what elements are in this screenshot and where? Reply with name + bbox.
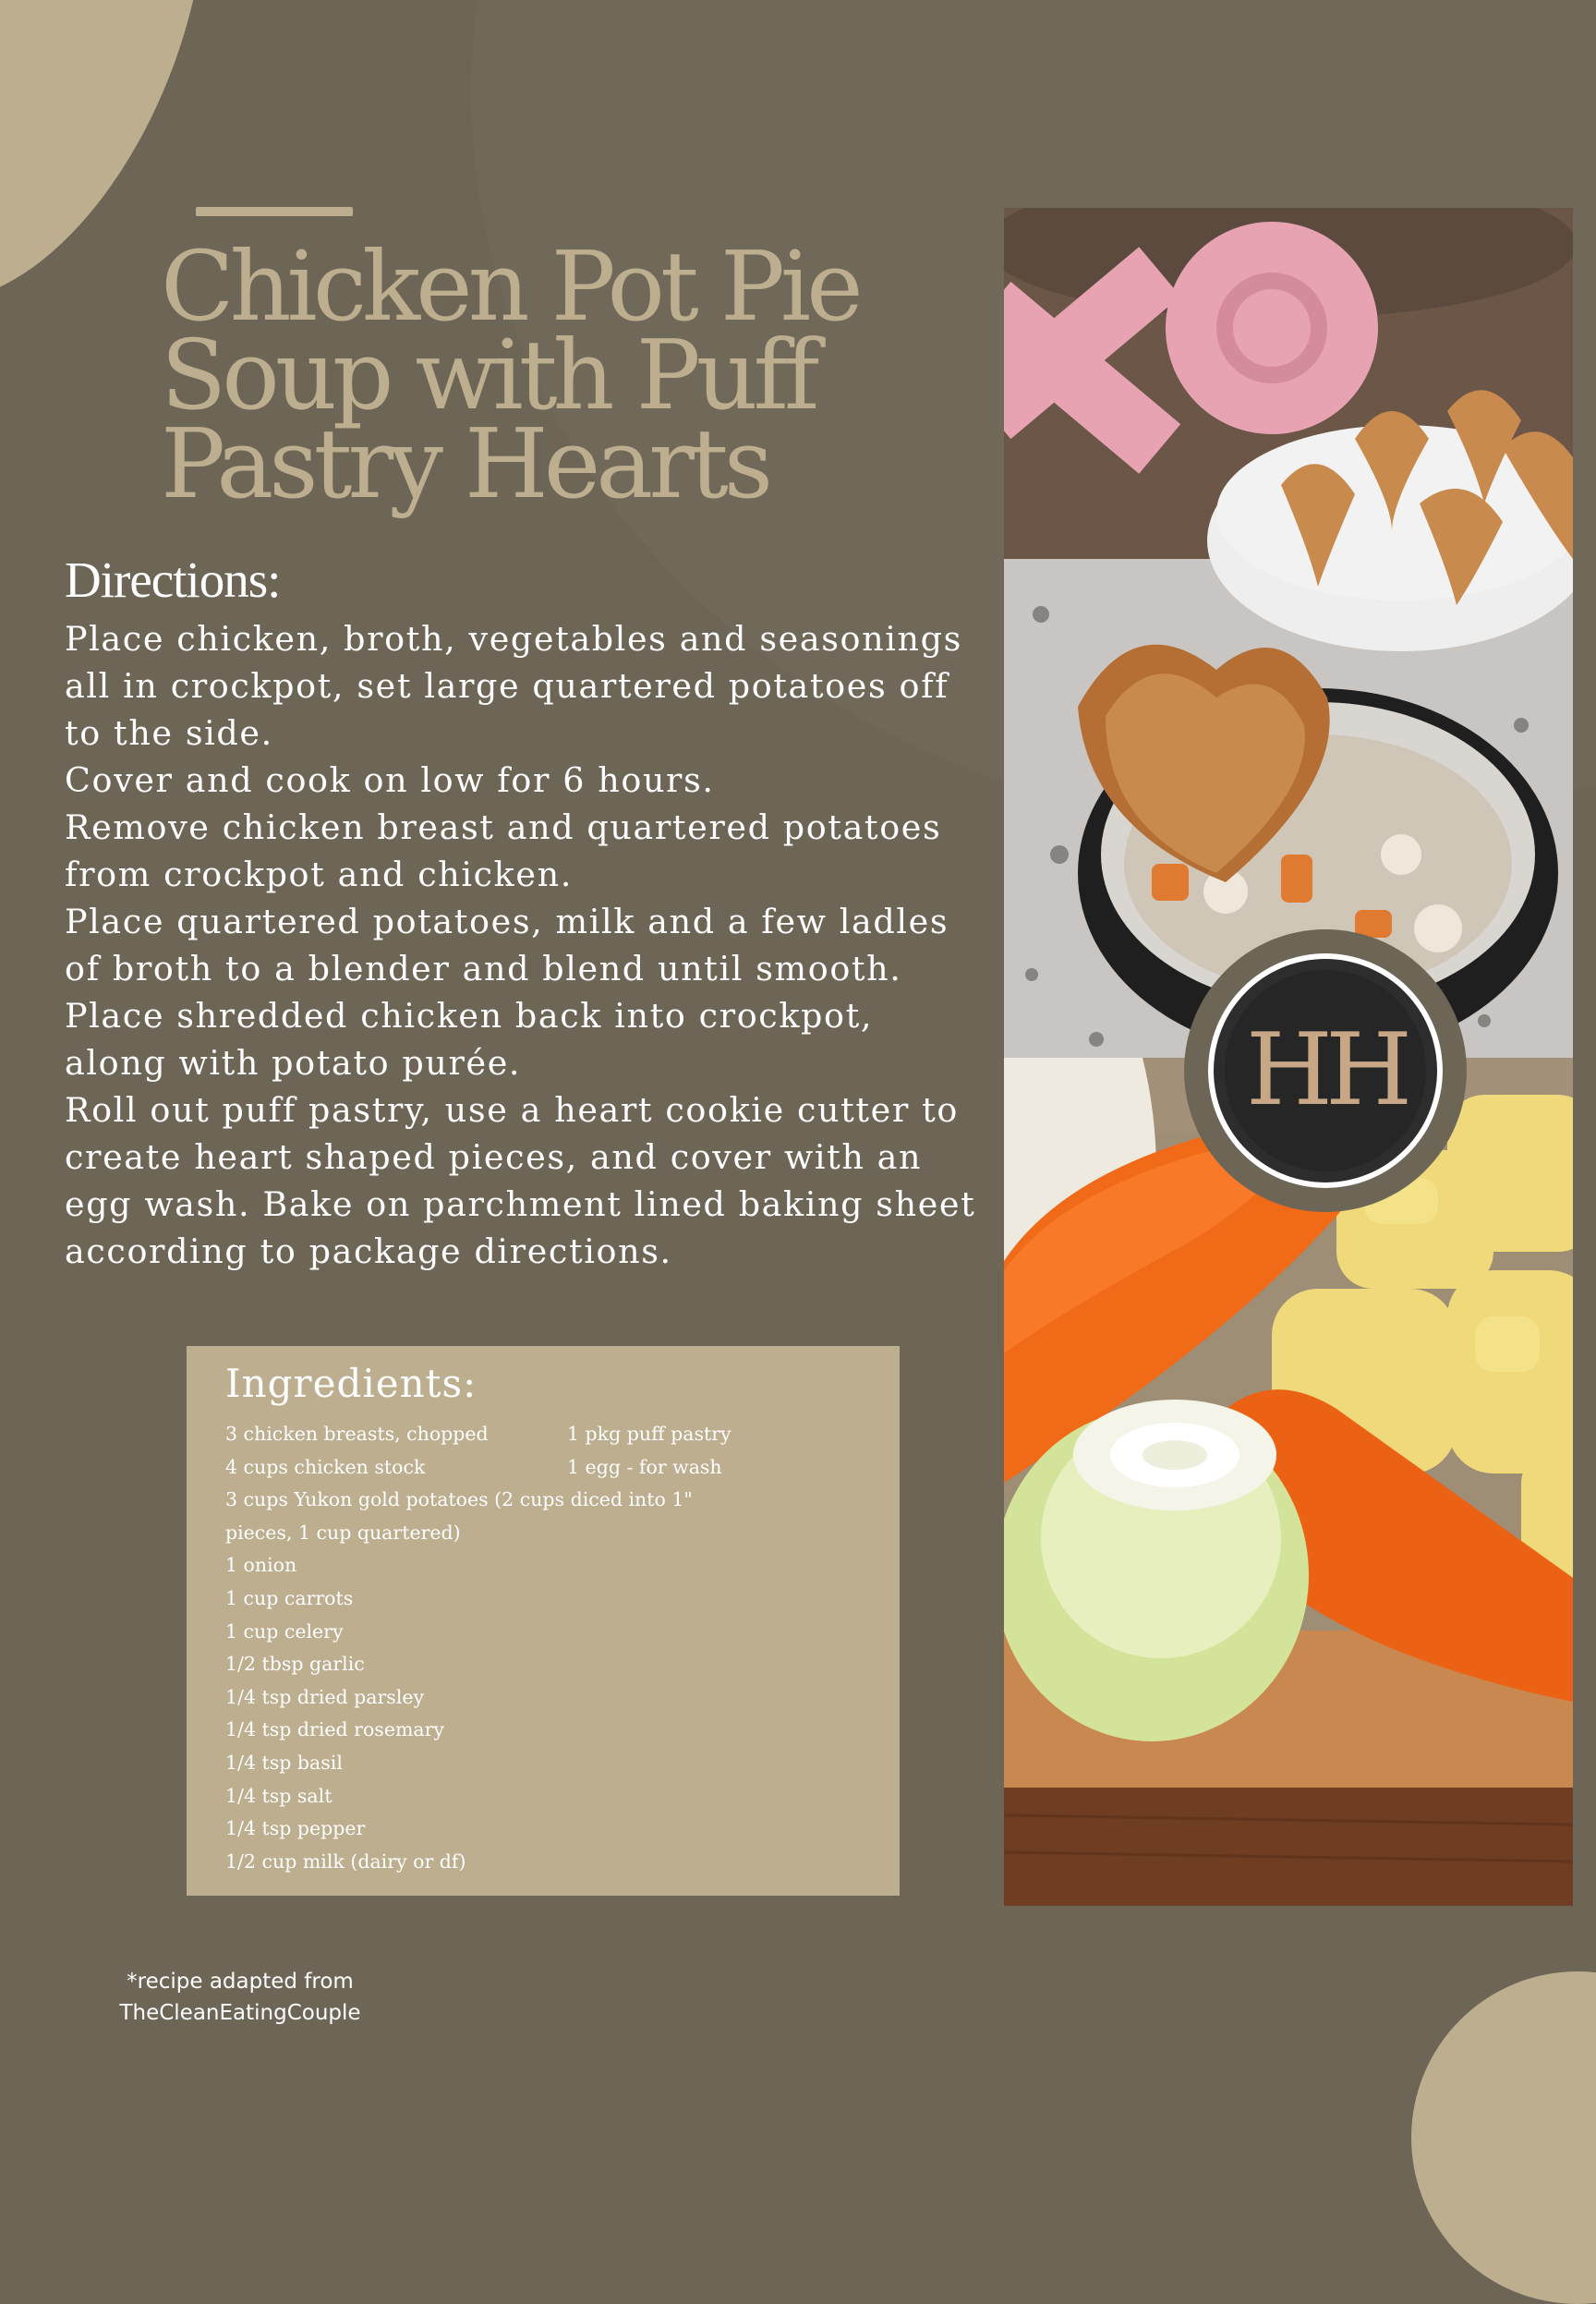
logo-ring: [1208, 953, 1443, 1188]
direction-step: Cover and cook on low for 6 hours.: [65, 760, 715, 800]
ingredient-item: 4 cups chicken stock: [225, 1455, 426, 1478]
ingredient-item: pieces, 1 cup quartered): [225, 1521, 461, 1544]
direction-step: Roll out puff pastry, use a heart cookie cutter to create heart shaped pieces, and cover with an egg wash. Bake on parchment lined baking sheet according to package directions.: [65, 1090, 976, 1271]
credit-line: *recipe adapted from: [127, 1970, 354, 1994]
decorative-blob-bottom-right: [1411, 1971, 1596, 2304]
ingredient-item: 3 cups Yukon gold potatoes (2 cups diced into 1": [225, 1488, 693, 1511]
ingredient-item: 1 onion: [225, 1554, 297, 1577]
ingredient-item: 1/2 cup milk (dairy or df): [225, 1849, 466, 1873]
recipe-credit: [92, 1966, 388, 2029]
ingredient-item: 1/4 tsp dried rosemary: [225, 1718, 444, 1741]
ingredients-list: [225, 1418, 693, 1878]
directions-steps: [65, 615, 979, 1275]
ingredient-item: 1/2 tbsp garlic: [225, 1653, 365, 1676]
ingredients-list-secondary: [567, 1418, 732, 1484]
recipe-title: Chicken Pot Pie Soup with Puff Pastry Hearts: [161, 230, 859, 520]
directions-heading: Directions:: [65, 552, 281, 608]
ingredients-heading: Ingredients:: [225, 1361, 478, 1406]
brand-logo: [1184, 929, 1467, 1212]
logo-badge: [1225, 970, 1426, 1171]
ingredient-item: 1 cup celery: [225, 1619, 344, 1643]
ingredient-item: 1/4 tsp basil: [225, 1751, 343, 1774]
title-rule: [196, 207, 353, 216]
soup-photo: [1004, 208, 1573, 1058]
ingredient-item: 3 chicken breasts, chopped: [225, 1423, 489, 1445]
logo-monogram: HH: [1245, 1013, 1406, 1128]
direction-step: Remove chicken breast and quartered potatoes from crockpot and chicken.: [65, 807, 942, 894]
credit-source: TheCleanEatingCouple: [119, 2001, 361, 2025]
direction-step: Place shredded chicken back into crockpot, along with potato purée.: [65, 996, 874, 1083]
direction-step: Place quartered potatoes, milk and a few ladles of broth to a blender and blend until smooth.: [65, 902, 949, 988]
ingredients-card: [187, 1346, 900, 1896]
ingredient-item: 1 egg - for wash: [567, 1455, 722, 1478]
ingredient-item: 1 cup carrots: [225, 1586, 354, 1609]
direction-step: Place chicken, broth, vegetables and seasonings all in crockpot, set large quartered potatoes off to the side.: [65, 619, 962, 753]
soup-photo-illustration: [1004, 208, 1573, 1058]
ingredient-item: 1/4 tsp salt: [225, 1784, 332, 1807]
ingredient-item: 1/4 tsp dried parsley: [225, 1685, 425, 1708]
ingredient-item: 1 pkg puff pastry: [567, 1423, 732, 1445]
ingredient-item: 1/4 tsp pepper: [225, 1817, 366, 1840]
